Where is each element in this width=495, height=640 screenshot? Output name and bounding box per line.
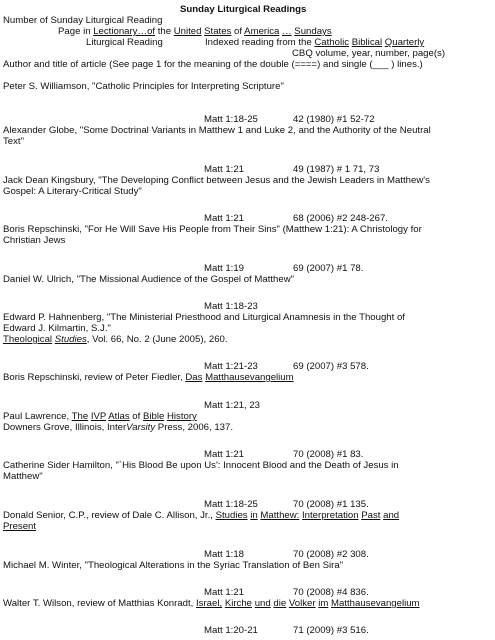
header-line-4: CBQ volume, year, number, page(s) [292,48,446,59]
entry-journal: Theological Studies, Vol. 66, No. 2 (June 2005), 260. [3,334,228,345]
entry-author: Alexander Globe, "Some Doctrinal Variants in Matthew 1 and Luke 2, and the Authority of the Neutral [3,125,431,136]
entry-author-cont: Edward J. Kilmartin, S.J." [3,323,111,334]
entry-author-cont: Christian Jews [3,235,66,246]
entry-cbq: 42 (1980) #1 52-72 [293,114,375,125]
entry-author-cont: Gospel: A Literary-Critical Study" [3,186,142,197]
entry-author-cont: Text" [3,136,24,147]
entry-cbq: 70 (2008) #2 308. [293,549,369,560]
entry-author: Paul Lawrence, The IVP Atlas of Bible History [3,411,197,422]
header-col-reading: Liturgical Reading [86,37,163,48]
entry-reading: Matt 1:21-23 [204,361,258,372]
page-title: Sunday Liturgical Readings [180,4,307,15]
entry-reading: Matt 1:18-23 [204,301,258,312]
entry-author: Donald Senior, C.P., review of Dale C. Allison, Jr., Studies in Matthew: Interpretation Past and [3,510,400,521]
entry-author: Edward P. Hahnenberg, "The Ministerial Priesthood and Liturgical Anamnesis in the Thought of [3,312,405,323]
entry-cbq: 70 (2008) #4 836. [293,587,369,598]
entry-author: Daniel W. Ulrich, "The Missional Audience of the Gospel of Matthew" [3,274,295,285]
entry-reading: Matt 1:21 [204,164,244,175]
entry-author: Peter S. Williamson, "Catholic Principles for Interpreting Scripture" [3,81,284,92]
entry-author-cont: Matthew" [3,471,43,482]
entry-author: Catherine Sider Hamilton, "`His Blood Be upon Us': Innocent Blood and the Death of Jesus in [3,460,399,471]
entry-author-cont: Present [3,521,37,532]
entry-cbq: 69 (2007) #1 78. [293,263,364,274]
entry-author: Jack Dean Kingsbury, "The Developing Conflict between Jesus and the Jewish Leaders in Matthew's [3,175,430,186]
entry-reading: Matt 1:21 [204,449,244,460]
header-line-1: Number of Sunday Liturgical Reading [3,15,163,26]
entry-cbq: 70 (2008) #1 135. [293,499,369,510]
header-line-2: Page in Lectionary…of the United States of America … Sundays [58,26,332,37]
header-line-5: Author and title of article (See page 1 for the meaning of the double (====) and single (___ ) lines.) [3,59,423,70]
entry-reading: Matt 1:18-25 [204,114,258,125]
entry-reading: Matt 1:21 [204,587,244,598]
entry-cbq: 71 (2009) #3 516. [293,625,369,636]
entry-cbq: 68 (2006) #2 248-267. [293,213,388,224]
header-col-index: Indexed reading from the Catholic Biblical Quarterly [205,37,425,48]
entry-author: Michael M. Winter, "Theological Alterations in the Syriac Translation of Ben Sira" [3,560,344,571]
entry-reading: Matt 1:18-25 [204,499,258,510]
entry-reading: Matt 1:21 [204,213,244,224]
entry-reading: Matt 1:18 [204,549,244,560]
entry-reading: Matt 1:20-21 [204,625,258,636]
entry-cbq: 69 (2007) #3 578. [293,361,369,372]
entry-cbq: 70 (2008) #1 83. [293,449,364,460]
entry-reading: Matt 1:21, 23 [204,400,260,411]
entry-author: Boris Repschinski, "For He Will Save His People from Their Sins" (Matthew 1:21): A Christology for [3,224,422,235]
entry-author: Walter T. Wilson, review of Matthias Konradt, Israel, Kirche und die Volker im Matthausevangelium [3,598,420,609]
entry-author: Boris Repschinski, review of Peter Fiedler, Das Matthausevangelium [3,372,294,383]
entry-reading: Matt 1:19 [204,263,244,274]
entry-cbq: 49 (1987) # 1 71, 73 [293,164,380,175]
entry-publisher: Downers Grove, Illinois, InterVarsity Press, 2006, 137. [3,422,234,433]
